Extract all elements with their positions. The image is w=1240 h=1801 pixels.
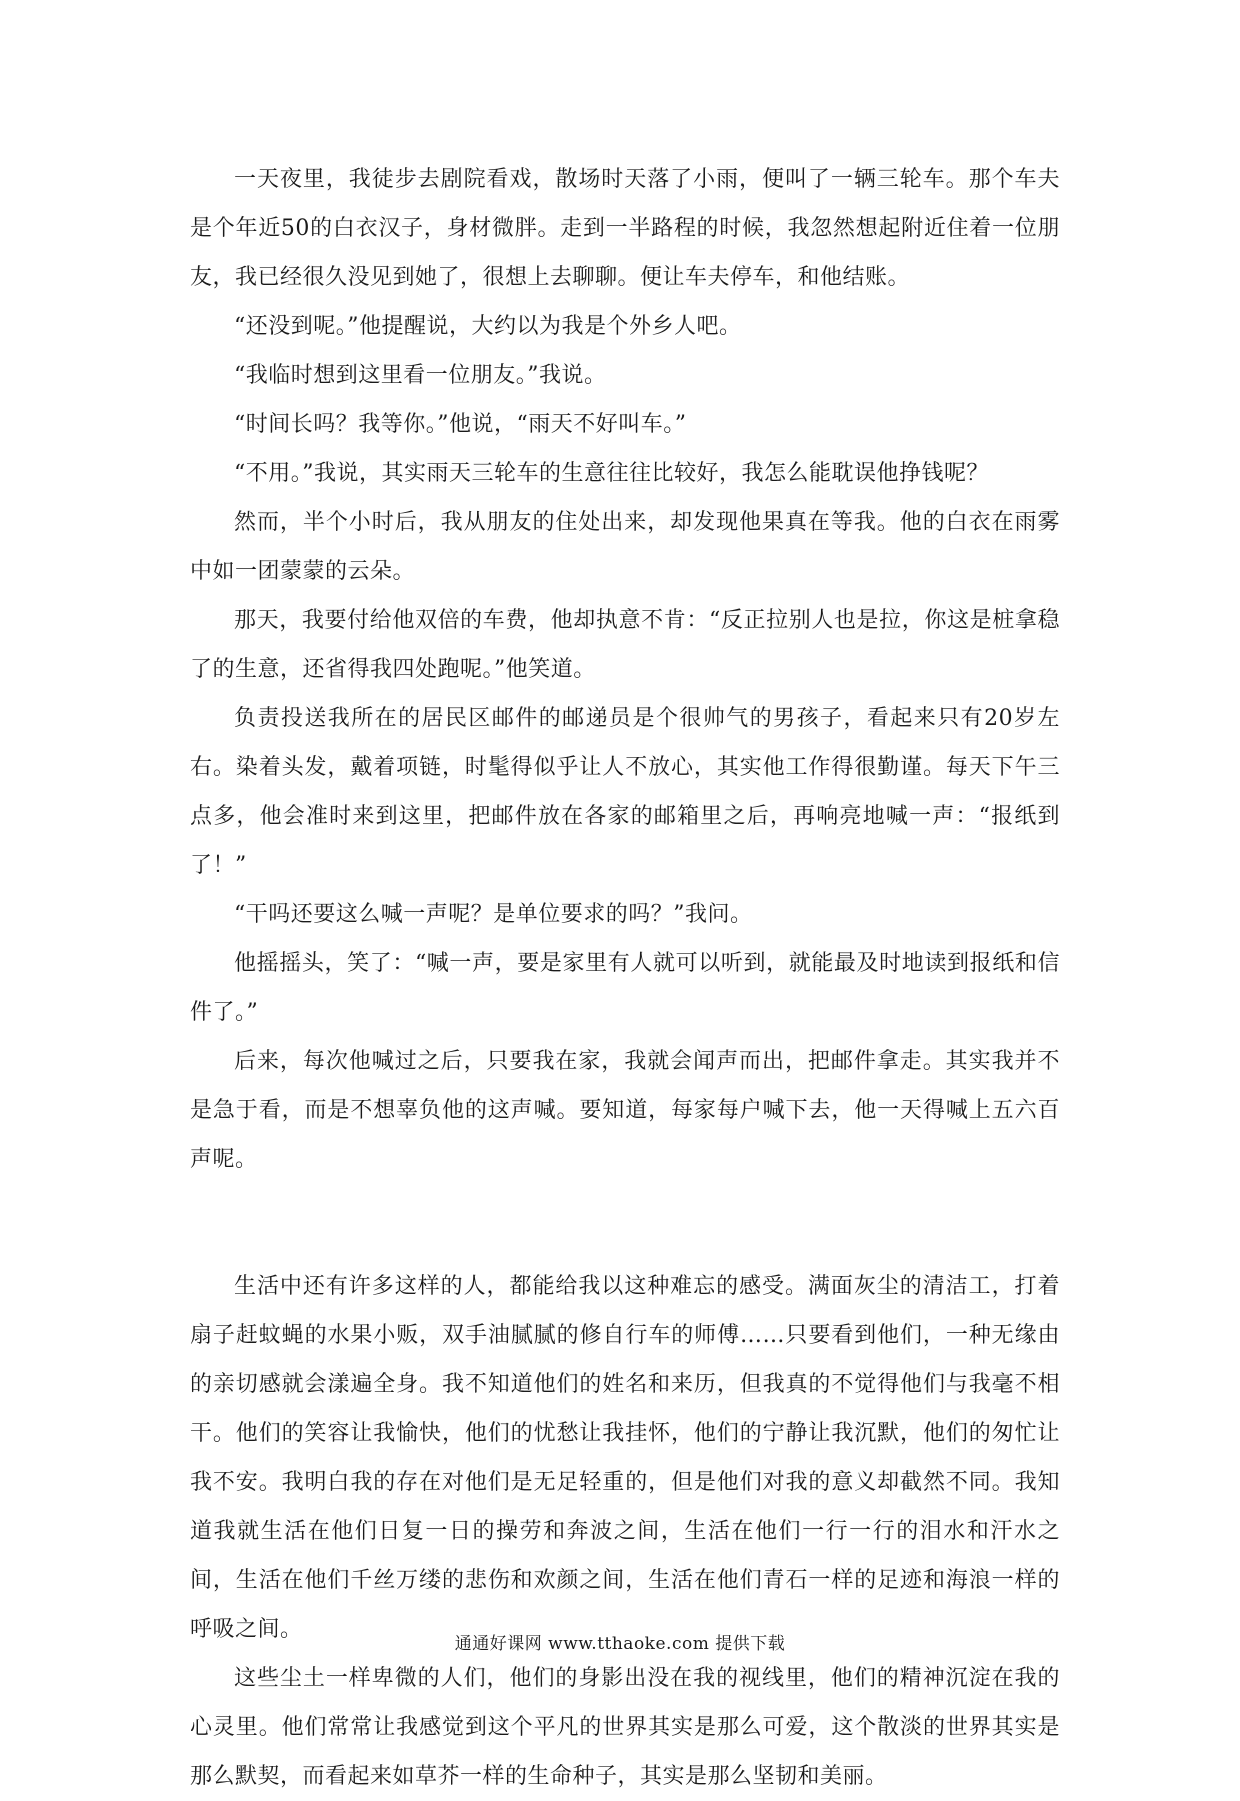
paragraph: 生活中还有许多这样的人，都能给我以这种难忘的感受。满面灰尘的清洁工，打着扇子赶蚊蝇的水果小贩，双手油腻腻的修自行车的师傅……只要看到他们，一种无缘由的亲切感就会漾遍全身。我不知道他们的姓名和来历，但我真的不觉得他们与我毫不相干。他们的笑容让我愉快，他们的忧愁让我挂怀，他们的宁静让我沉默，他们的匆忙让我不安。我明白我的存在对他们是无足轻重的，但是他们对我的意义却截然不同。我知道我就生活在他们日复一日的操劳和奔波之间，生活在他们一行一行的泪水和汗水之间，生活在他们千丝万缕的悲伤和欢颜之间，生活在他们青石一样的足迹和海浪一样的呼吸之间。 — [190, 1274, 1060, 1642]
article-body — [190, 155, 1060, 1801]
page-footer: 通通好课网 www.tthaoke.com 提供下载 — [454, 1634, 786, 1654]
section-gap — [190, 1184, 1060, 1262]
paragraph: “时间长吗？我等你。”他说，“雨天不好叫车。” — [234, 412, 687, 437]
paragraph: 这些尘土一样卑微的人们，他们的身影出没在我的视线里，他们的精神沉淀在我的心灵里。他们常常让我感觉到这个平凡的世界其实是那么可爱，这个散淡的世界其实是那么默契，而看起来如草芥一样的生命种子，其实是那么坚韧和美丽。 — [190, 1666, 1060, 1789]
paragraph: “不用。”我说，其实雨天三轮车的生意往往比较好，我怎么能耽误他挣钱呢？ — [234, 461, 989, 486]
paragraph: 一天夜里，我徒步去剧院看戏，散场时天落了小雨，便叫了一辆三轮车。那个车夫是个年近50的白衣汉子，身材微胖。走到一半路程的时候，我忽然想起附近住着一位朋友，我已经很久没见到她了，很想上去聊聊。便让车夫停车，和他结账。 — [190, 167, 1060, 290]
paragraph: “我临时想到这里看一位朋友。”我说。 — [234, 363, 607, 388]
paragraph: 那天，我要付给他双倍的车费，他却执意不肯：“反正拉别人也是拉，你这是桩拿稳了的生意，还省得我四处跑呢。”他笑道。 — [190, 608, 1060, 682]
paragraph: 负责投送我所在的居民区邮件的邮递员是个很帅气的男孩子，看起来只有20岁左右。染着头发，戴着项链，时髦得似乎让人不放心，其实他工作得很勤谨。每天下午三点多，他会准时来到这里，把邮件放在各家的邮箱里之后，再响亮地喊一声：“报纸到了！” — [190, 706, 1060, 878]
paragraph: 然而，半个小时后，我从朋友的住处出来，却发现他果真在等我。他的白衣在雨雾中如一团蒙蒙的云朵。 — [190, 510, 1060, 584]
paragraph: 他摇摇头，笑了：“喊一声，要是家里有人就可以听到，就能最及时地读到报纸和信件了。” — [190, 951, 1060, 1025]
paragraph: 后来，每次他喊过之后，只要我在家，我就会闻声而出，把邮件拿走。其实我并不是急于看，而是不想辜负他的这声喊。要知道，每家每户喊下去，他一天得喊上五六百声呢。 — [190, 1049, 1060, 1172]
paragraph: “干吗还要这么喊一声呢？是单位要求的吗？”我问。 — [234, 902, 753, 927]
paragraph: “还没到呢。”他提醒说，大约以为我是个外乡人吧。 — [234, 314, 742, 339]
